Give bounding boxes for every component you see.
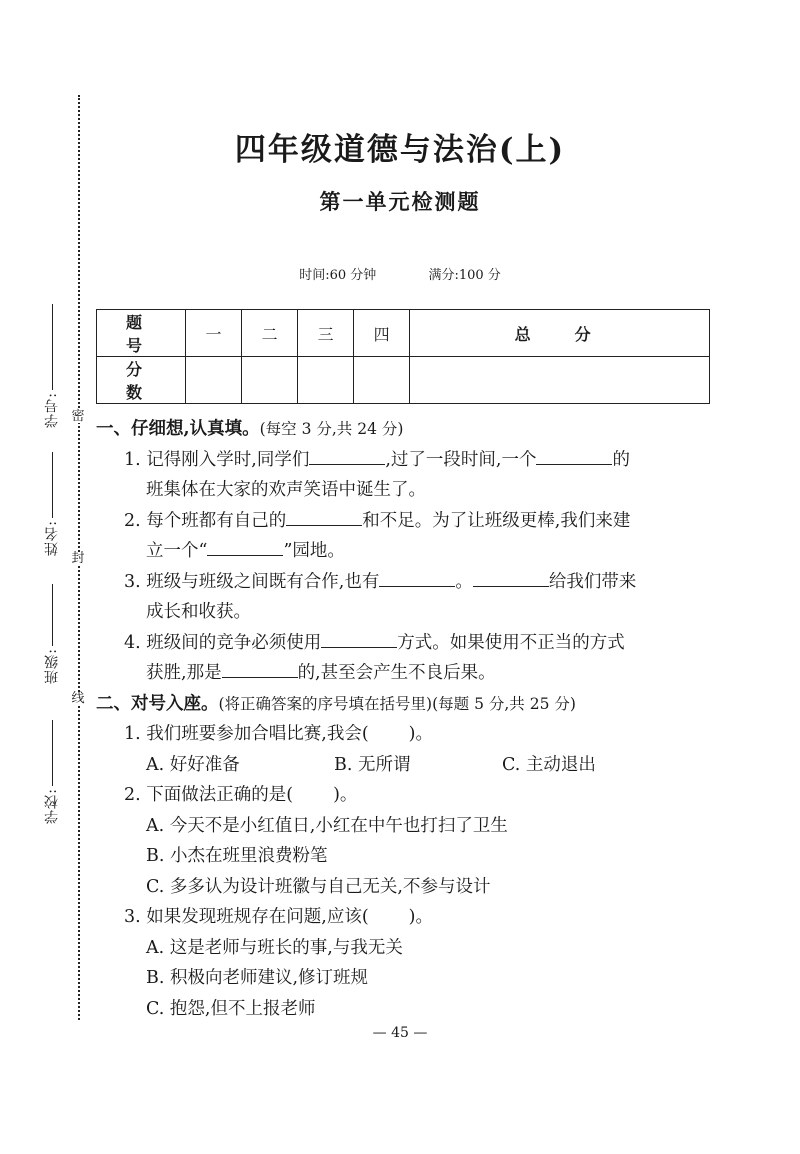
s1q4-text-d: 的,甚至会产生不良后果。 [297, 663, 496, 683]
s2q2-stem-b: )。 [333, 785, 358, 805]
option-a: A. 好好准备 [146, 754, 240, 775]
class-field[interactable] [42, 584, 62, 684]
cut-label-close: 封 [68, 552, 88, 565]
score-table-header-row [97, 310, 710, 357]
answer-blank[interactable] [286, 507, 362, 526]
school-label: 学校: [44, 788, 60, 824]
answer-blank[interactable] [379, 568, 455, 587]
score-row-label: 分 数 [97, 357, 186, 404]
s1-question-2-cont [96, 536, 726, 567]
option-c: C. 主动退出 [502, 754, 596, 775]
s1-question-1-cont: 班集体在大家的欢声笑语中诞生了。 [146, 480, 426, 500]
answer-blank[interactable] [207, 537, 283, 556]
exam-meta [0, 264, 800, 283]
score-input-2[interactable] [242, 357, 298, 404]
score-cell-section-3: 三 [298, 310, 354, 357]
class-label: 班级: [44, 648, 60, 684]
section-2-note: (将正确答案的序号填在括号里)(每题 5 分,共 25 分) [218, 694, 576, 713]
score-cell-section-4: 四 [354, 310, 410, 357]
score-input-4[interactable] [354, 357, 410, 404]
section-2-title: 二、对号入座。 [96, 693, 219, 714]
s1q4-text-b: 方式。如果使用不正当的方式 [397, 632, 625, 653]
s1q3-text-b: 。 [455, 571, 473, 592]
score-input-1[interactable] [186, 357, 242, 404]
cut-label-seal: 密 [68, 410, 88, 423]
page-number: — 45 — [372, 1025, 428, 1041]
s2q2-stem-a: 2. 下面做法正确的是( [124, 785, 294, 805]
page-title: 四年级道德与法治(上) [234, 132, 566, 168]
s1-question-3 [96, 567, 726, 598]
s2q3-stem-a: 3. 如果发现班规存在问题,应该( [124, 907, 369, 927]
s2-question-1 [96, 719, 726, 750]
question-content [96, 414, 726, 1024]
section-1-heading [96, 414, 726, 445]
answer-blank[interactable] [473, 568, 549, 587]
full-score: 满分:100 分 [428, 268, 501, 283]
s2-question-2 [96, 780, 726, 811]
section-1-title: 一、仔细想,认真填。 [96, 419, 260, 439]
answer-blank[interactable] [321, 629, 397, 648]
s1-question-4-cont [96, 658, 726, 689]
option-a: A. 这是老师与班长的事,与我无关 [146, 937, 403, 958]
section-2-heading [96, 689, 726, 720]
option-b: B. 无所谓 [334, 754, 411, 775]
s1q1-text-b: ,过了一段时间,一个 [385, 449, 537, 470]
s2-question-3 [96, 902, 726, 933]
s1q1-text-a: 1. 记得刚入学时,同学们 [124, 449, 310, 470]
score-input-3[interactable] [298, 357, 354, 404]
s1-question-4 [96, 628, 726, 659]
s1q2-text-b: 和不足。为了让班级更棒,我们来建 [362, 510, 631, 531]
s1-question-3-cont: 成长和收获。 [146, 602, 251, 622]
section-1-note: (每空 3 分,共 24 分) [259, 420, 404, 438]
school-field[interactable] [42, 720, 62, 824]
s1q4-text-c: 获胜,那是 [146, 663, 222, 683]
answer-blank[interactable] [309, 446, 385, 465]
time-limit: 时间:60 分钟 [299, 268, 377, 283]
s1-question-2 [96, 506, 726, 537]
option-c: C. 抱怨,但不上报老师 [146, 998, 316, 1019]
student-name-label: 姓名: [44, 520, 60, 556]
student-name-field[interactable] [42, 452, 62, 556]
s2q1-options [96, 750, 726, 781]
score-cell-section-2: 二 [242, 310, 298, 357]
score-input-total[interactable] [410, 357, 710, 404]
s1-question-1 [96, 445, 726, 476]
answer-blank[interactable] [222, 659, 298, 678]
score-table [96, 309, 710, 404]
s1q1-text-c: 的 [612, 449, 630, 470]
s1q2-text-a: 2. 每个班都有自己的 [124, 510, 287, 531]
s1q4-text-a: 4. 班级间的竞争必须使用 [124, 632, 322, 653]
score-cell-label: 题 号 [97, 310, 186, 357]
score-cell-section-1: 一 [186, 310, 242, 357]
option-b: B. 积极向老师建议,修订班规 [146, 968, 369, 988]
s2q1-stem-b: )。 [408, 724, 433, 744]
option-a: A. 今天不是小红值日,小红在中午也打扫了卫生 [146, 815, 508, 836]
answer-blank[interactable] [536, 446, 612, 465]
s1q2-text-c: 立一个“ [146, 541, 208, 561]
page-subtitle: 第一单元检测题 [319, 189, 481, 214]
option-b: B. 小杰在班里浪费粉笔 [146, 846, 328, 866]
s1q3-text-c: 给我们带来 [548, 571, 637, 592]
student-id-field[interactable] [42, 304, 62, 428]
s1q3-text-a: 3. 班级与班级之间既有合作,也有 [124, 571, 380, 592]
s1q2-text-d: ”园地。 [283, 541, 345, 561]
s2q3-stem-b: )。 [408, 907, 433, 927]
cut-label-line: 线 [68, 692, 88, 705]
score-table-score-row [97, 357, 710, 404]
score-cell-total: 总 分 [410, 310, 710, 357]
option-c: C. 多多认为设计班徽与自己无关,不参与设计 [146, 876, 491, 897]
s2q1-stem-a: 1. 我们班要参加合唱比赛,我会( [124, 724, 369, 744]
student-id-label: 学号: [44, 392, 60, 428]
